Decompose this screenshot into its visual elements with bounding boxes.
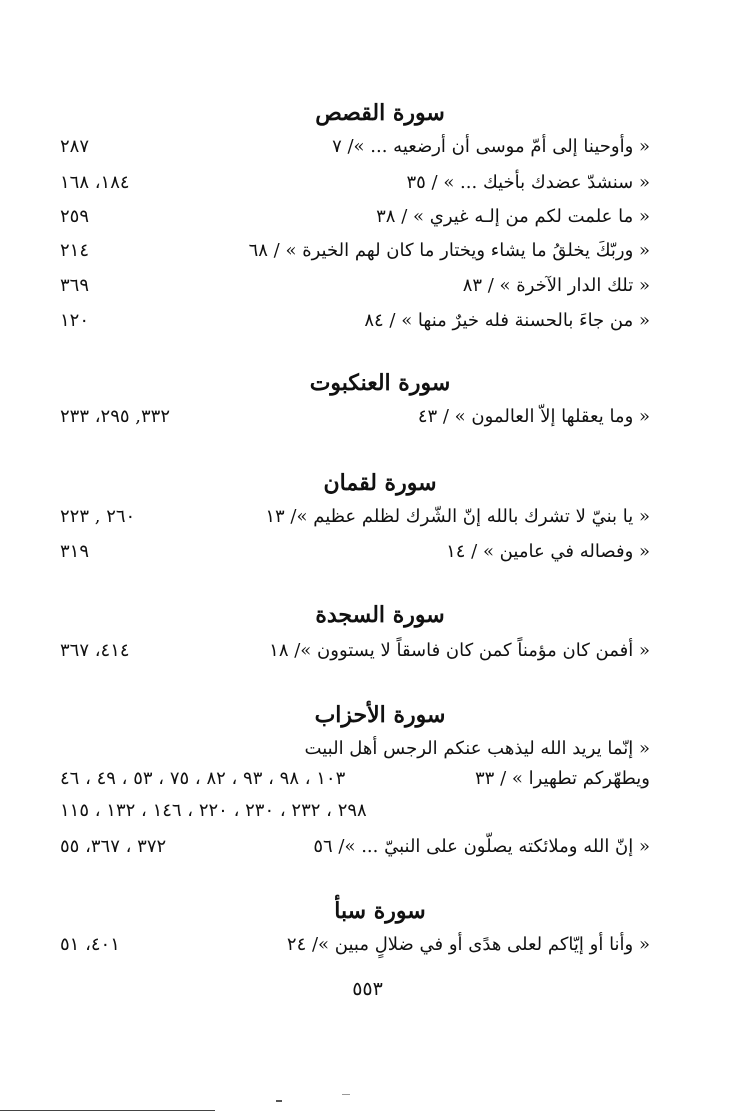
- index-entry: [60, 934, 650, 966]
- surah-heading-saba: سورة سبأ: [334, 898, 426, 924]
- page-references: ٢٦٠ , ٢٢٣: [60, 506, 136, 527]
- page-references: ٣٧٢ ، ٣٦٧، ٥٥: [60, 836, 167, 857]
- verse-reference: « من جاءَ بالحسنة فله خيرٌ منها » / ٨٤: [364, 310, 650, 331]
- index-entry: [60, 275, 650, 307]
- page-references: ١٠٣ ، ٩٨ ، ٩٣ ، ٨٢ ، ٧٥ ، ٥٣ ، ٤٩ ، ٤٦: [60, 768, 346, 789]
- index-entry: [60, 172, 650, 204]
- verse-reference: « سنشدّ عضدك بأخيك ... » / ٣٥: [406, 172, 650, 193]
- verse-reference: « وأوحينا إلى أمّ موسى أن أرضعيه ... »/ ٧: [332, 136, 650, 157]
- index-entry: [60, 506, 650, 538]
- index-entry: [60, 640, 650, 672]
- verse-reference: « وما يعقلها إلاّ العالمون » / ٤٣: [417, 406, 650, 427]
- surah-heading-ankabut: سورة العنكبوت: [309, 370, 451, 396]
- page-references: ١٨٤، ١٦٨: [60, 172, 130, 193]
- page-references: ٤٠١، ٥١: [60, 934, 120, 955]
- index-entry: [60, 406, 650, 438]
- index-entry: [60, 206, 650, 238]
- index-entry: [60, 240, 650, 272]
- page-references: ٢١٤: [60, 240, 90, 261]
- verse-reference: « وفصاله في عامين » / ١٤: [446, 541, 650, 562]
- index-entry: [60, 836, 650, 868]
- surah-heading-luqman: سورة لقمان: [323, 470, 437, 496]
- page-references: ٢٥٩: [60, 206, 90, 227]
- verse-reference: ويطهّركم تطهيرا » / ٣٣: [475, 768, 650, 789]
- verse-reference: « تلك الدار الآخرة » / ٨٣: [462, 275, 650, 296]
- index-entry: [60, 310, 650, 342]
- page-number: ٥٥٣: [352, 978, 383, 1000]
- page-references: ٣٣٢, ٢٩٥، ٢٣٣: [60, 406, 171, 427]
- footer-rule: [0, 1110, 215, 1111]
- page-references: ٣١٩: [60, 541, 90, 562]
- verse-reference: « وربّكَ يخلقُ ما يشاء ويختار ما كان لهم الخيرة » / ٦٨: [248, 240, 650, 261]
- surah-heading-qasas: سورة القصص: [315, 100, 445, 126]
- verse-reference: « وأنا أو إيّاكم لعلى هدًى أو في ضلالٍ مبين »/ ٢٤: [286, 934, 650, 955]
- verse-reference: « إنّ الله وملائكته يصلّون على النبيّ ... »/ ٥٦: [313, 836, 650, 857]
- surah-heading-sajdah: سورة السجدة: [315, 602, 445, 628]
- scan-speck: [276, 1100, 282, 1102]
- page-references: ٢٨٧: [60, 136, 90, 157]
- page-references: ٢٩٨ ، ٢٣٢ ، ٢٣٠ ، ٢٢٠ ، ١٤٦ ، ١٣٢ ، ١١٥: [60, 800, 367, 821]
- verse-reference: « ما علمت لكم من إلـه غيري » / ٣٨: [376, 206, 650, 227]
- verse-reference: « يا بنيّ لا تشرك بالله إنّ الشّرك لظلم عظيم »/ ١٣: [265, 506, 650, 527]
- surah-heading-ahzab: سورة الأحزاب: [314, 702, 446, 728]
- verse-reference: « إنّما يريد الله ليذهب عنكم الرجس أهل البيت: [304, 738, 650, 759]
- index-entry: [60, 768, 650, 800]
- index-entry: [60, 136, 650, 168]
- verse-reference: « أفمن كان مؤمناً كمن كان فاسقاً لا يستوون »/ ١٨: [269, 640, 650, 661]
- index-entry: [60, 738, 650, 770]
- scan-speck: [342, 1094, 350, 1095]
- page-references: ٤١٤، ٣٦٧: [60, 640, 130, 661]
- index-entry: [60, 800, 650, 832]
- page-references: ١٢٠: [60, 310, 90, 331]
- index-entry: [60, 541, 650, 573]
- page-references: ٣٦٩: [60, 275, 90, 296]
